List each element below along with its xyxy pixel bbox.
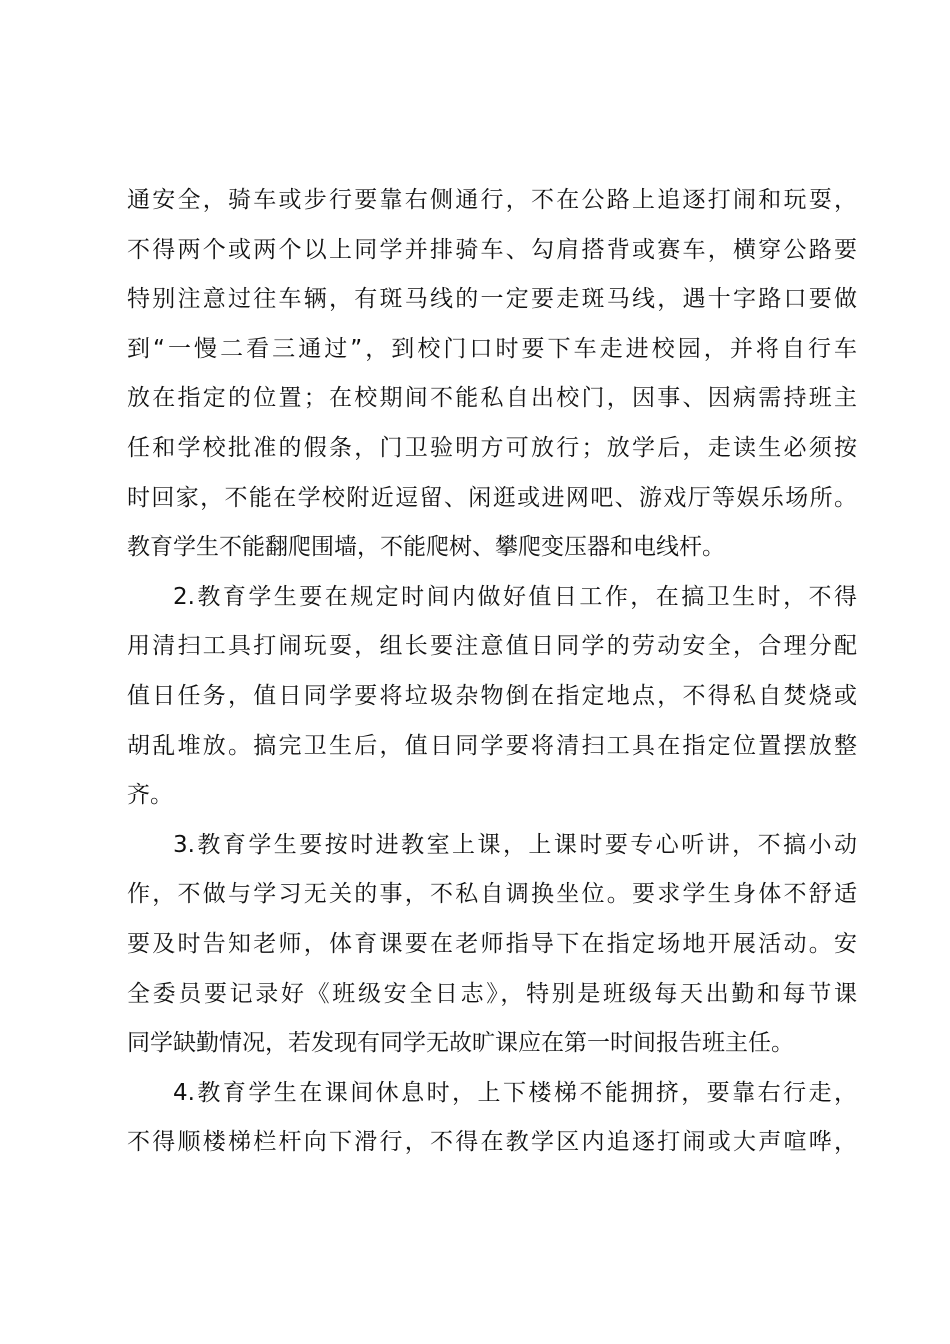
text-line: 通安全，骑车或步行要靠右侧通行，不在公路上追逐打闹和玩耍， [127, 187, 857, 213]
text-line: 值日任务，值日同学要将垃圾杂物倒在指定地点，不得私自焚烧或 [127, 682, 857, 709]
document-body [127, 176, 857, 1168]
text-line: 同学缺勤情况，若发现有同学无故旷课应在第一时间报告班主任。 [127, 1030, 794, 1057]
text-line: 4.教育学生在课间休息时，上下楼梯不能拥挤，要靠右行走， [173, 1079, 857, 1106]
text-line: 教育学生不能翻爬围墙，不能爬树、攀爬变压器和电线杆。 [127, 534, 725, 561]
text-line: 时回家，不能在学校附近逗留、闲逛或进网吧、游戏厅等娱乐场所。 [127, 484, 857, 511]
text-line: 要及时告知老师，体育课要在老师指导下在指定场地开展活动。安 [127, 930, 857, 957]
text-line: 齐。 [127, 782, 173, 809]
text-line: 3.教育学生要按时进教室上课，上课时要专心听讲，不搞小动 [173, 831, 857, 858]
text-line: 胡乱堆放。搞完卫生后，值日同学要将清扫工具在指定位置摆放整 [127, 732, 857, 759]
text-line: 到“一慢二看三通过”，到校门口时要下车走进校园，并将自行车 [127, 335, 857, 362]
text-line: 作，不做与学习无关的事，不私自调换坐位。要求学生身体不舒适 [127, 881, 857, 908]
text-line: 特别注意过往车辆，有斑马线的一定要走斑马线，遇十字路口要做 [127, 286, 857, 313]
text-line: 用清扫工具打闹玩耍，组长要注意值日同学的劳动安全，合理分配 [127, 633, 857, 660]
text-line: 不得两个或两个以上同学并排骑车、勾肩搭背或赛车，横穿公路要 [127, 236, 857, 263]
text-line: 2.教育学生要在规定时间内做好值日工作，在搞卫生时，不得 [173, 583, 857, 610]
text-line: 任和学校批准的假条，门卫验明方可放行；放学后，走读生必须按 [127, 434, 857, 461]
text-line: 不得顺楼梯栏杆向下滑行，不得在教学区内追逐打闹或大声喧哗， [127, 1129, 857, 1156]
text-line: 全委员要记录好《班级安全日志》，特别是班级每天出勤和每节课 [127, 980, 857, 1007]
text-line: 放在指定的位置；在校期间不能私自出校门，因事、因病需持班主 [127, 385, 857, 412]
